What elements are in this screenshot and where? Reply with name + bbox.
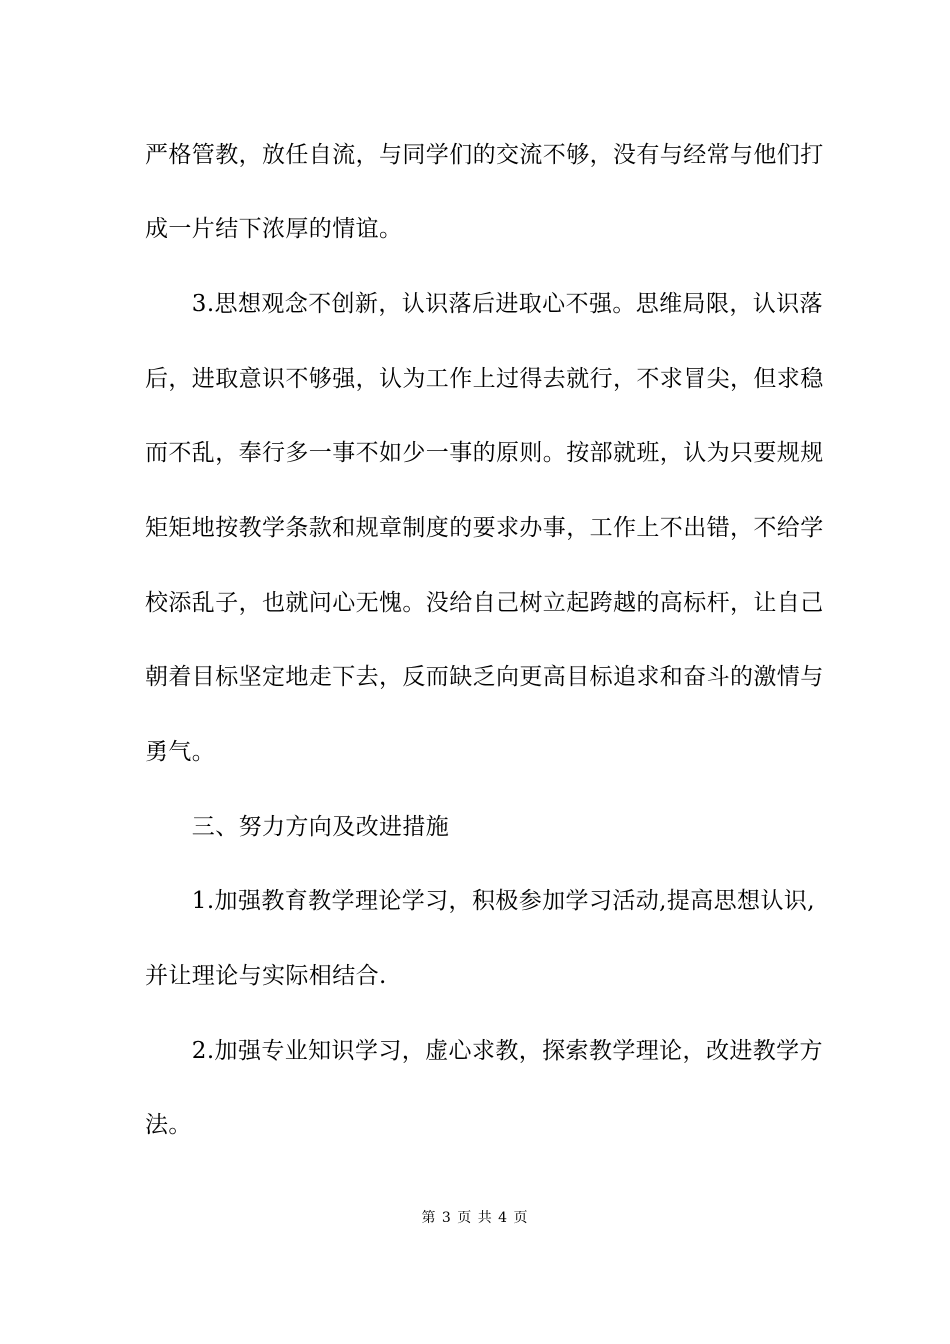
text-line: 校添乱子，也就问心无愧。没给自己树立起跨越的高标杆，让自己	[145, 590, 824, 616]
text-line: 勇气。	[145, 739, 216, 765]
text-line: 法。	[145, 1112, 192, 1138]
text-line: 而不乱，奉行多一事不如少一事的原则。按部就班，认为只要规规	[145, 440, 824, 466]
section-heading: 三、努力方向及改进措施	[145, 814, 450, 840]
text-line: 并让理论与实际相结合.	[145, 963, 387, 989]
text-line: 3.思想观念不创新，认识落后进取心不强。思维局限，认识落	[145, 291, 823, 317]
text-line: 矩矩地按教学条款和规章制度的要求办事，工作上不出错，不给学	[145, 515, 824, 541]
text-line: 1.加强教育教学理论学习，积极参加学习活动,提高思想认识,	[145, 888, 815, 914]
text-line: 2.加强专业知识学习，虚心求教，探索教学理论，改进教学方	[145, 1038, 823, 1064]
text-line: 严格管教，放任自流，与同学们的交流不够，没有与经常与他们打	[145, 142, 824, 168]
text-line: 成一片结下浓厚的情谊。	[145, 216, 403, 242]
page-number-footer: 第 3 页 共 4 页	[421, 1210, 529, 1226]
text-line: 后，进取意识不够强，认为工作上过得去就行，不求冒尖，但求稳	[145, 366, 824, 392]
text-line: 朝着目标坚定地走下去，反而缺乏向更高目标追求和奋斗的激情与	[145, 664, 824, 690]
